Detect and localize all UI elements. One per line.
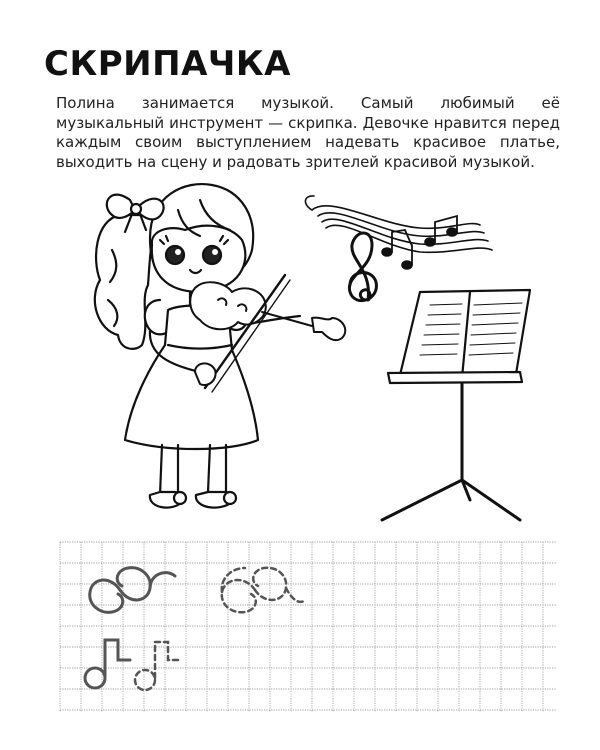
spiral-solid-icon: [90, 568, 175, 613]
girl-icon: [95, 184, 300, 508]
page-title: СКРИПАЧКА: [44, 44, 291, 84]
music-stand-icon: [382, 290, 530, 520]
spiral-dashed-icon: [222, 568, 305, 613]
music-note-dashed-icon: [135, 642, 180, 690]
story-paragraph: Полина занимается музыкой. Самый любимый её музыкальный инструмент — скрипка. Девочке нравится перед каждым своим выступлением надевать красивое платье, выходить на сцену и радовать зрителей красивой музыкой.: [56, 94, 560, 171]
notes-icon: [305, 196, 492, 301]
